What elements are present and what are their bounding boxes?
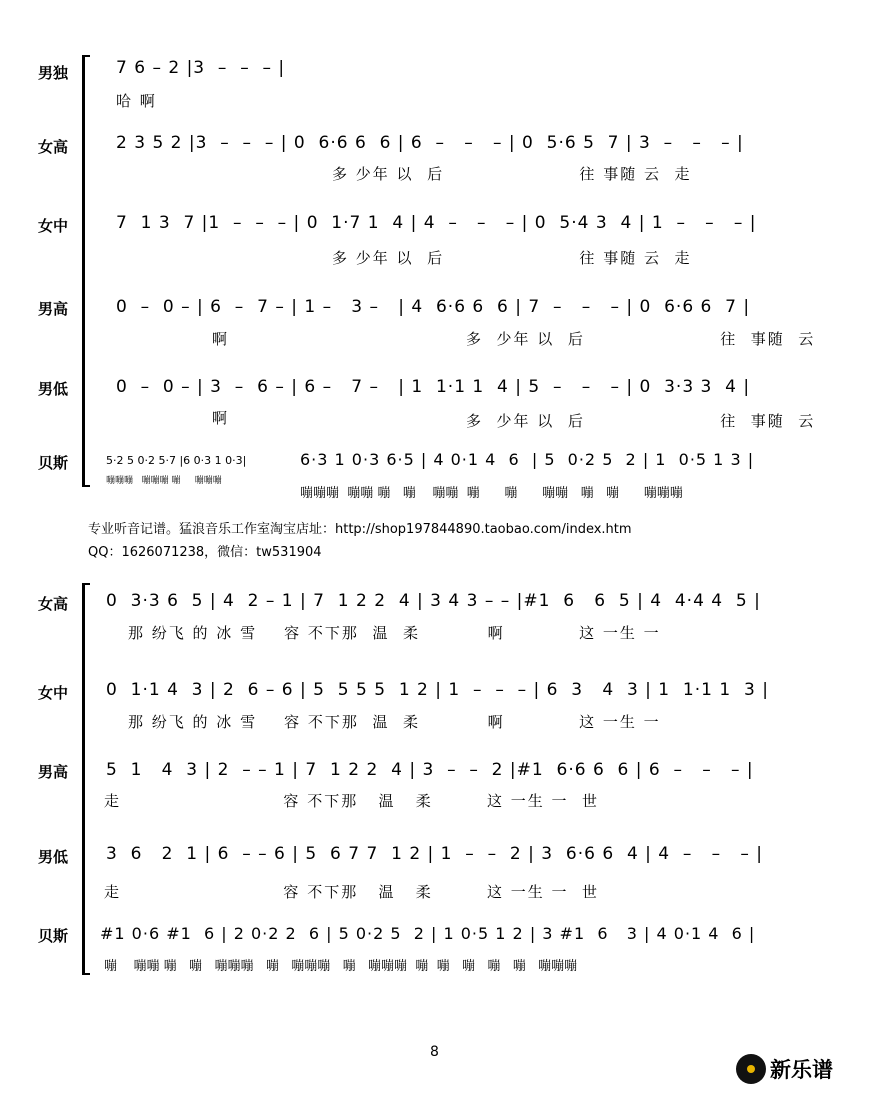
- system2-bracket-top: [82, 583, 90, 585]
- lyrics-bass-2: 嘣 嘣嘣 嘣 嘣 嘣嘣嘣 嘣 嘣嘣嘣 嘣 嘣嘣嘣 嘣 嘣 嘣 嘣 嘣 嘣嘣嘣: [104, 959, 578, 974]
- part-name-solo: 男独: [38, 64, 69, 82]
- info-line-1: 专业听音记谱。猛浪音乐工作室淘宝店址：http://shop197844890.taobao.com/index.htm: [88, 522, 632, 537]
- system1-bracket-bottom: [82, 485, 90, 487]
- info-line-2: QQ：1626071238，微信：tw531904: [88, 545, 322, 560]
- notes-soprano-2: 0 3·3 6 5 | 4 2 – 1 | 7 1 2 2 4 | 3 4 3 – – |#1 6 6 5 | 4 4·4 4 5 |: [106, 591, 761, 611]
- record-disc-icon: [736, 1054, 766, 1084]
- lyrics-bass-small: 嘣嘣嘣 嘣嘣嘣 嘣 嘣嘣嘣: [106, 476, 222, 486]
- lyrics-tenor-2: 走 容 不下那 温 柔 这 一生 一 世: [104, 792, 600, 810]
- lyrics-alto-2: 那 纷飞 的 冰 雪 容 不下那 温 柔 啊 这 一生 一: [128, 713, 661, 731]
- system2-bracket-bottom: [82, 973, 90, 975]
- notes-bass-voice-2: 3 6 2 1 | 6 – – 6 | 5 6 7 7 1 2 | 1 – – 2 | 3 6·6 6 4 | 4 – – – |: [106, 844, 763, 864]
- notes-bass-voice: 0 – 0 – | 3 – 6 – | 6 – 7 – | 1 1·1 1 4 | 5 – – – | 0 3·3 3 4 |: [116, 377, 751, 397]
- notes-soprano: 2 3 5 2 |3 – – – | 0 6·6 6 6 | 6 – – – | 0 5·6 5 7 | 3 – – – |: [116, 133, 744, 153]
- part-name-bass-2: 贝斯: [38, 927, 69, 945]
- page-number: 8: [430, 1044, 439, 1060]
- lyrics-alto: 多 少年 以 后 往 事随 云 走: [332, 249, 692, 267]
- logo: [736, 1054, 833, 1084]
- lyrics-tenor-a: 啊: [212, 330, 230, 348]
- lyrics-bass-voice-b: 多 少年 以 后 往 事随 云: [466, 412, 816, 430]
- notes-bass: 6·3 1 0·3 6·5 | 4 0·1 4 6 | 5 0·2 5 2 | 1 0·5 1 3 |: [300, 450, 755, 469]
- part-name-alto: 女中: [38, 217, 69, 235]
- system1-bracket-top: [82, 55, 90, 57]
- part-name-soprano-2: 女高: [38, 595, 69, 613]
- part-name-alto-2: 女中: [38, 684, 69, 702]
- lyrics-soprano-2: 那 纷飞 的 冰 雪 容 不下那 温 柔 啊 这 一生 一: [128, 624, 661, 642]
- part-name-bass: 贝斯: [38, 454, 69, 472]
- logo-text: 新乐谱: [770, 1058, 833, 1082]
- notes-bass-2: #1 0·6 #1 6 | 2 0·2 2 6 | 5 0·2 5 2 | 1 0·5 1 2 | 3 #1 6 3 | 4 0·1 4 6 |: [100, 924, 756, 943]
- part-name-soprano: 女高: [38, 138, 69, 156]
- lyrics-tenor-b: 多 少年 以 后 往 事随 云: [466, 330, 816, 348]
- notes-alto: 7 1 3 7 |1 – – – | 0 1·7 1 4 | 4 – – – | 0 5·4 3 4 | 1 – – – |: [116, 213, 757, 233]
- notes-alto-2: 0 1·1 4 3 | 2 6 – 6 | 5 5 5 5 1 2 | 1 – – – | 6 3 4 3 | 1 1·1 1 3 |: [106, 680, 769, 700]
- lyrics-bass-voice-a: 啊: [212, 409, 230, 427]
- lyrics-soprano: 多 少年 以 后 往 事随 云 走: [332, 165, 692, 183]
- lyrics-solo: 哈 啊: [116, 92, 157, 110]
- part-name-tenor: 男高: [38, 300, 69, 318]
- lyrics-bass: 嘣嘣嘣 嘣嘣 嘣 嘣 嘣嘣 嘣 嘣 嘣嘣 嘣 嘣 嘣嘣嘣: [300, 486, 683, 501]
- system2-bracket: [82, 583, 85, 973]
- notes-tenor-2: 5 1 4 3 | 2 – – 1 | 7 1 2 2 4 | 3 – – 2 |#1 6·6 6 6 | 6 – – – |: [106, 760, 754, 780]
- part-name-bass-voice-2: 男低: [38, 848, 69, 866]
- notes-solo: 7 6 – 2 |3 – – – |: [116, 58, 286, 78]
- notes-tenor: 0 – 0 – | 6 – 7 – | 1 – 3 – | 4 6·6 6 6 | 7 – – – | 0 6·6 6 7 |: [116, 297, 751, 317]
- system1-bracket: [82, 55, 85, 485]
- notes-bass-small: 5·2 5 0·2 5·7 |6 0·3 1 0·3|: [106, 454, 247, 467]
- lyrics-bass-voice-2: 走 容 不下那 温 柔 这 一生 一 世: [104, 883, 600, 901]
- part-name-tenor-2: 男高: [38, 763, 69, 781]
- part-name-bass-voice: 男低: [38, 380, 69, 398]
